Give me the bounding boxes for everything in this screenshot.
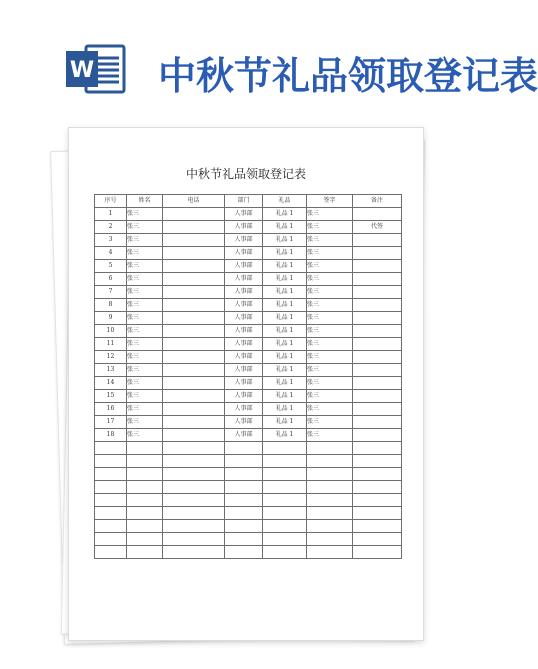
row-name: 张三 bbox=[127, 286, 163, 299]
row-phone bbox=[163, 481, 225, 494]
row-name: 张三 bbox=[127, 351, 163, 364]
row-dept bbox=[225, 546, 263, 559]
row-note bbox=[353, 494, 402, 507]
row-signature bbox=[307, 494, 353, 507]
table-row bbox=[95, 481, 402, 494]
row-dept bbox=[225, 507, 263, 520]
row-gift bbox=[263, 481, 307, 494]
row-phone bbox=[163, 208, 225, 221]
row-note bbox=[353, 247, 402, 260]
row-phone bbox=[163, 312, 225, 325]
row-signature: 张三 bbox=[307, 286, 353, 299]
row-gift: 礼品 1 bbox=[263, 364, 307, 377]
row-number: 4 bbox=[95, 247, 127, 260]
row-number: 9 bbox=[95, 312, 127, 325]
row-signature: 张三 bbox=[307, 403, 353, 416]
row-note bbox=[353, 234, 402, 247]
row-note bbox=[353, 364, 402, 377]
table-row bbox=[95, 234, 402, 247]
row-signature bbox=[307, 533, 353, 546]
row-note bbox=[353, 481, 402, 494]
row-note bbox=[353, 273, 402, 286]
table-row bbox=[95, 429, 402, 442]
row-phone bbox=[163, 455, 225, 468]
row-dept: 人事部 bbox=[225, 429, 263, 442]
row-number: 8 bbox=[95, 299, 127, 312]
row-number: 17 bbox=[95, 416, 127, 429]
row-signature: 张三 bbox=[307, 247, 353, 260]
row-name bbox=[127, 533, 163, 546]
row-name: 张三 bbox=[127, 260, 163, 273]
column-header-note: 备注 bbox=[353, 195, 402, 208]
row-note bbox=[353, 325, 402, 338]
row-dept: 人事部 bbox=[225, 351, 263, 364]
table-row bbox=[95, 364, 402, 377]
row-signature: 张三 bbox=[307, 234, 353, 247]
row-phone bbox=[163, 546, 225, 559]
row-number bbox=[95, 442, 127, 455]
row-dept: 人事部 bbox=[225, 416, 263, 429]
row-phone bbox=[163, 442, 225, 455]
row-dept: 人事部 bbox=[225, 234, 263, 247]
row-number bbox=[95, 520, 127, 533]
row-dept: 人事部 bbox=[225, 390, 263, 403]
row-dept bbox=[225, 468, 263, 481]
row-name: 张三 bbox=[127, 338, 163, 351]
row-note bbox=[353, 260, 402, 273]
row-name: 张三 bbox=[127, 234, 163, 247]
row-gift bbox=[263, 455, 307, 468]
row-gift: 礼品 1 bbox=[263, 221, 307, 234]
row-dept: 人事部 bbox=[225, 364, 263, 377]
row-gift: 礼品 1 bbox=[263, 390, 307, 403]
row-signature bbox=[307, 442, 353, 455]
word-app-icon bbox=[64, 42, 128, 96]
row-name bbox=[127, 494, 163, 507]
table-row bbox=[95, 247, 402, 260]
table-row bbox=[95, 221, 402, 234]
row-dept: 人事部 bbox=[225, 260, 263, 273]
row-gift: 礼品 1 bbox=[263, 377, 307, 390]
row-note bbox=[353, 416, 402, 429]
row-number bbox=[95, 533, 127, 546]
row-number: 13 bbox=[95, 364, 127, 377]
row-number: 14 bbox=[95, 377, 127, 390]
row-name: 张三 bbox=[127, 416, 163, 429]
row-gift bbox=[263, 520, 307, 533]
table-row bbox=[95, 377, 402, 390]
row-note bbox=[353, 533, 402, 546]
row-phone bbox=[163, 247, 225, 260]
row-name bbox=[127, 442, 163, 455]
row-number: 1 bbox=[95, 208, 127, 221]
row-note bbox=[353, 377, 402, 390]
row-name: 张三 bbox=[127, 377, 163, 390]
row-number bbox=[95, 468, 127, 481]
row-number: 16 bbox=[95, 403, 127, 416]
row-dept bbox=[225, 520, 263, 533]
row-name: 张三 bbox=[127, 247, 163, 260]
row-signature: 张三 bbox=[307, 299, 353, 312]
row-name: 张三 bbox=[127, 429, 163, 442]
row-note bbox=[353, 429, 402, 442]
row-number bbox=[95, 507, 127, 520]
row-phone bbox=[163, 364, 225, 377]
row-dept bbox=[225, 481, 263, 494]
row-number: 10 bbox=[95, 325, 127, 338]
row-phone bbox=[163, 494, 225, 507]
row-name bbox=[127, 455, 163, 468]
row-signature: 张三 bbox=[307, 364, 353, 377]
row-note bbox=[353, 312, 402, 325]
row-gift: 礼品 1 bbox=[263, 338, 307, 351]
row-name bbox=[127, 546, 163, 559]
row-name: 张三 bbox=[127, 208, 163, 221]
row-number: 5 bbox=[95, 260, 127, 273]
row-phone bbox=[163, 533, 225, 546]
row-note bbox=[353, 390, 402, 403]
row-phone bbox=[163, 338, 225, 351]
row-phone bbox=[163, 299, 225, 312]
table-header-row bbox=[95, 195, 402, 208]
row-name: 张三 bbox=[127, 221, 163, 234]
row-signature bbox=[307, 455, 353, 468]
row-signature: 张三 bbox=[307, 351, 353, 364]
row-phone bbox=[163, 351, 225, 364]
row-note bbox=[353, 286, 402, 299]
row-signature: 张三 bbox=[307, 260, 353, 273]
row-phone bbox=[163, 325, 225, 338]
row-signature: 张三 bbox=[307, 377, 353, 390]
row-gift: 礼品 1 bbox=[263, 429, 307, 442]
row-name bbox=[127, 468, 163, 481]
row-signature bbox=[307, 520, 353, 533]
word-icon-letter: W bbox=[69, 58, 95, 83]
row-signature: 张三 bbox=[307, 325, 353, 338]
row-gift: 礼品 1 bbox=[263, 299, 307, 312]
row-phone bbox=[163, 221, 225, 234]
table-row bbox=[95, 546, 402, 559]
row-note bbox=[353, 403, 402, 416]
table-row bbox=[95, 494, 402, 507]
row-note bbox=[353, 442, 402, 455]
row-dept: 人事部 bbox=[225, 247, 263, 260]
row-signature: 张三 bbox=[307, 208, 353, 221]
row-dept: 人事部 bbox=[225, 325, 263, 338]
row-name: 张三 bbox=[127, 325, 163, 338]
document-title: 中秋节礼品领取登记表 bbox=[185, 167, 306, 181]
column-header-dept: 部门 bbox=[225, 195, 263, 208]
row-phone bbox=[163, 403, 225, 416]
row-note bbox=[353, 520, 402, 533]
column-header-name: 姓名 bbox=[127, 195, 163, 208]
row-name: 张三 bbox=[127, 299, 163, 312]
row-dept bbox=[225, 442, 263, 455]
row-dept: 人事部 bbox=[225, 312, 263, 325]
row-name: 张三 bbox=[127, 390, 163, 403]
table-row bbox=[95, 286, 402, 299]
row-phone bbox=[163, 390, 225, 403]
row-signature: 张三 bbox=[307, 429, 353, 442]
table-row bbox=[95, 260, 402, 273]
banner-title: 中秋节礼品领取登记表 bbox=[158, 54, 538, 98]
row-dept: 人事部 bbox=[225, 377, 263, 390]
column-header-no: 序号 bbox=[95, 195, 127, 208]
row-gift bbox=[263, 442, 307, 455]
row-note bbox=[353, 468, 402, 481]
row-note bbox=[353, 299, 402, 312]
row-number bbox=[95, 481, 127, 494]
row-dept: 人事部 bbox=[225, 208, 263, 221]
row-signature: 张三 bbox=[307, 416, 353, 429]
row-number bbox=[95, 546, 127, 559]
row-signature: 张三 bbox=[307, 221, 353, 234]
table-row bbox=[95, 312, 402, 325]
row-dept bbox=[225, 455, 263, 468]
row-dept bbox=[225, 533, 263, 546]
table-row bbox=[95, 208, 402, 221]
row-number: 11 bbox=[95, 338, 127, 351]
row-gift: 礼品 1 bbox=[263, 416, 307, 429]
row-number bbox=[95, 494, 127, 507]
row-signature bbox=[307, 507, 353, 520]
row-phone bbox=[163, 520, 225, 533]
row-gift: 礼品 1 bbox=[263, 325, 307, 338]
row-dept: 人事部 bbox=[225, 273, 263, 286]
row-note bbox=[353, 208, 402, 221]
row-dept: 人事部 bbox=[225, 403, 263, 416]
column-header-phone: 电话 bbox=[163, 195, 225, 208]
row-phone bbox=[163, 468, 225, 481]
row-signature: 张三 bbox=[307, 273, 353, 286]
row-phone bbox=[163, 260, 225, 273]
row-dept: 人事部 bbox=[225, 221, 263, 234]
table-row bbox=[95, 416, 402, 429]
table-row bbox=[95, 442, 402, 455]
row-phone bbox=[163, 507, 225, 520]
row-name: 张三 bbox=[127, 403, 163, 416]
row-number: 18 bbox=[95, 429, 127, 442]
row-signature bbox=[307, 481, 353, 494]
banner bbox=[0, 0, 538, 118]
row-gift: 礼品 1 bbox=[263, 260, 307, 273]
table-row bbox=[95, 273, 402, 286]
row-signature: 张三 bbox=[307, 390, 353, 403]
row-number: 6 bbox=[95, 273, 127, 286]
row-dept: 人事部 bbox=[225, 299, 263, 312]
row-signature: 张三 bbox=[307, 312, 353, 325]
row-number: 15 bbox=[95, 390, 127, 403]
row-number: 7 bbox=[95, 286, 127, 299]
row-name: 张三 bbox=[127, 364, 163, 377]
row-number: 2 bbox=[95, 221, 127, 234]
table-row bbox=[95, 507, 402, 520]
document-page bbox=[68, 127, 424, 641]
row-dept: 人事部 bbox=[225, 286, 263, 299]
row-signature bbox=[307, 546, 353, 559]
row-gift bbox=[263, 494, 307, 507]
row-dept: 人事部 bbox=[225, 338, 263, 351]
row-gift: 礼品 1 bbox=[263, 351, 307, 364]
table-row bbox=[95, 520, 402, 533]
row-phone bbox=[163, 286, 225, 299]
row-number: 3 bbox=[95, 234, 127, 247]
row-gift bbox=[263, 533, 307, 546]
row-number: 12 bbox=[95, 351, 127, 364]
row-phone bbox=[163, 416, 225, 429]
row-note bbox=[353, 507, 402, 520]
row-signature bbox=[307, 468, 353, 481]
row-phone bbox=[163, 234, 225, 247]
row-note bbox=[353, 338, 402, 351]
table-row bbox=[95, 533, 402, 546]
row-gift: 礼品 1 bbox=[263, 403, 307, 416]
row-gift: 礼品 1 bbox=[263, 286, 307, 299]
row-phone bbox=[163, 429, 225, 442]
table-row bbox=[95, 325, 402, 338]
row-gift bbox=[263, 546, 307, 559]
table-row bbox=[95, 403, 402, 416]
row-note bbox=[353, 351, 402, 364]
row-note bbox=[353, 546, 402, 559]
row-gift: 礼品 1 bbox=[263, 208, 307, 221]
row-gift: 礼品 1 bbox=[263, 234, 307, 247]
row-name: 张三 bbox=[127, 273, 163, 286]
table-row bbox=[95, 468, 402, 481]
row-number bbox=[95, 455, 127, 468]
row-phone bbox=[163, 273, 225, 286]
row-note: 代签 bbox=[353, 221, 402, 234]
row-name bbox=[127, 507, 163, 520]
table-row bbox=[95, 338, 402, 351]
row-dept bbox=[225, 494, 263, 507]
row-gift: 礼品 1 bbox=[263, 247, 307, 260]
row-name: 张三 bbox=[127, 312, 163, 325]
registration-table bbox=[94, 194, 402, 559]
row-gift: 礼品 1 bbox=[263, 273, 307, 286]
row-gift bbox=[263, 468, 307, 481]
column-header-gift: 礼品 bbox=[263, 195, 307, 208]
row-gift: 礼品 1 bbox=[263, 312, 307, 325]
table-row bbox=[95, 351, 402, 364]
row-signature: 张三 bbox=[307, 338, 353, 351]
row-name bbox=[127, 520, 163, 533]
table-row bbox=[95, 455, 402, 468]
row-note bbox=[353, 455, 402, 468]
table-row bbox=[95, 390, 402, 403]
column-header-sign: 签字 bbox=[307, 195, 353, 208]
row-name bbox=[127, 481, 163, 494]
row-phone bbox=[163, 377, 225, 390]
row-gift bbox=[263, 507, 307, 520]
table-row bbox=[95, 299, 402, 312]
